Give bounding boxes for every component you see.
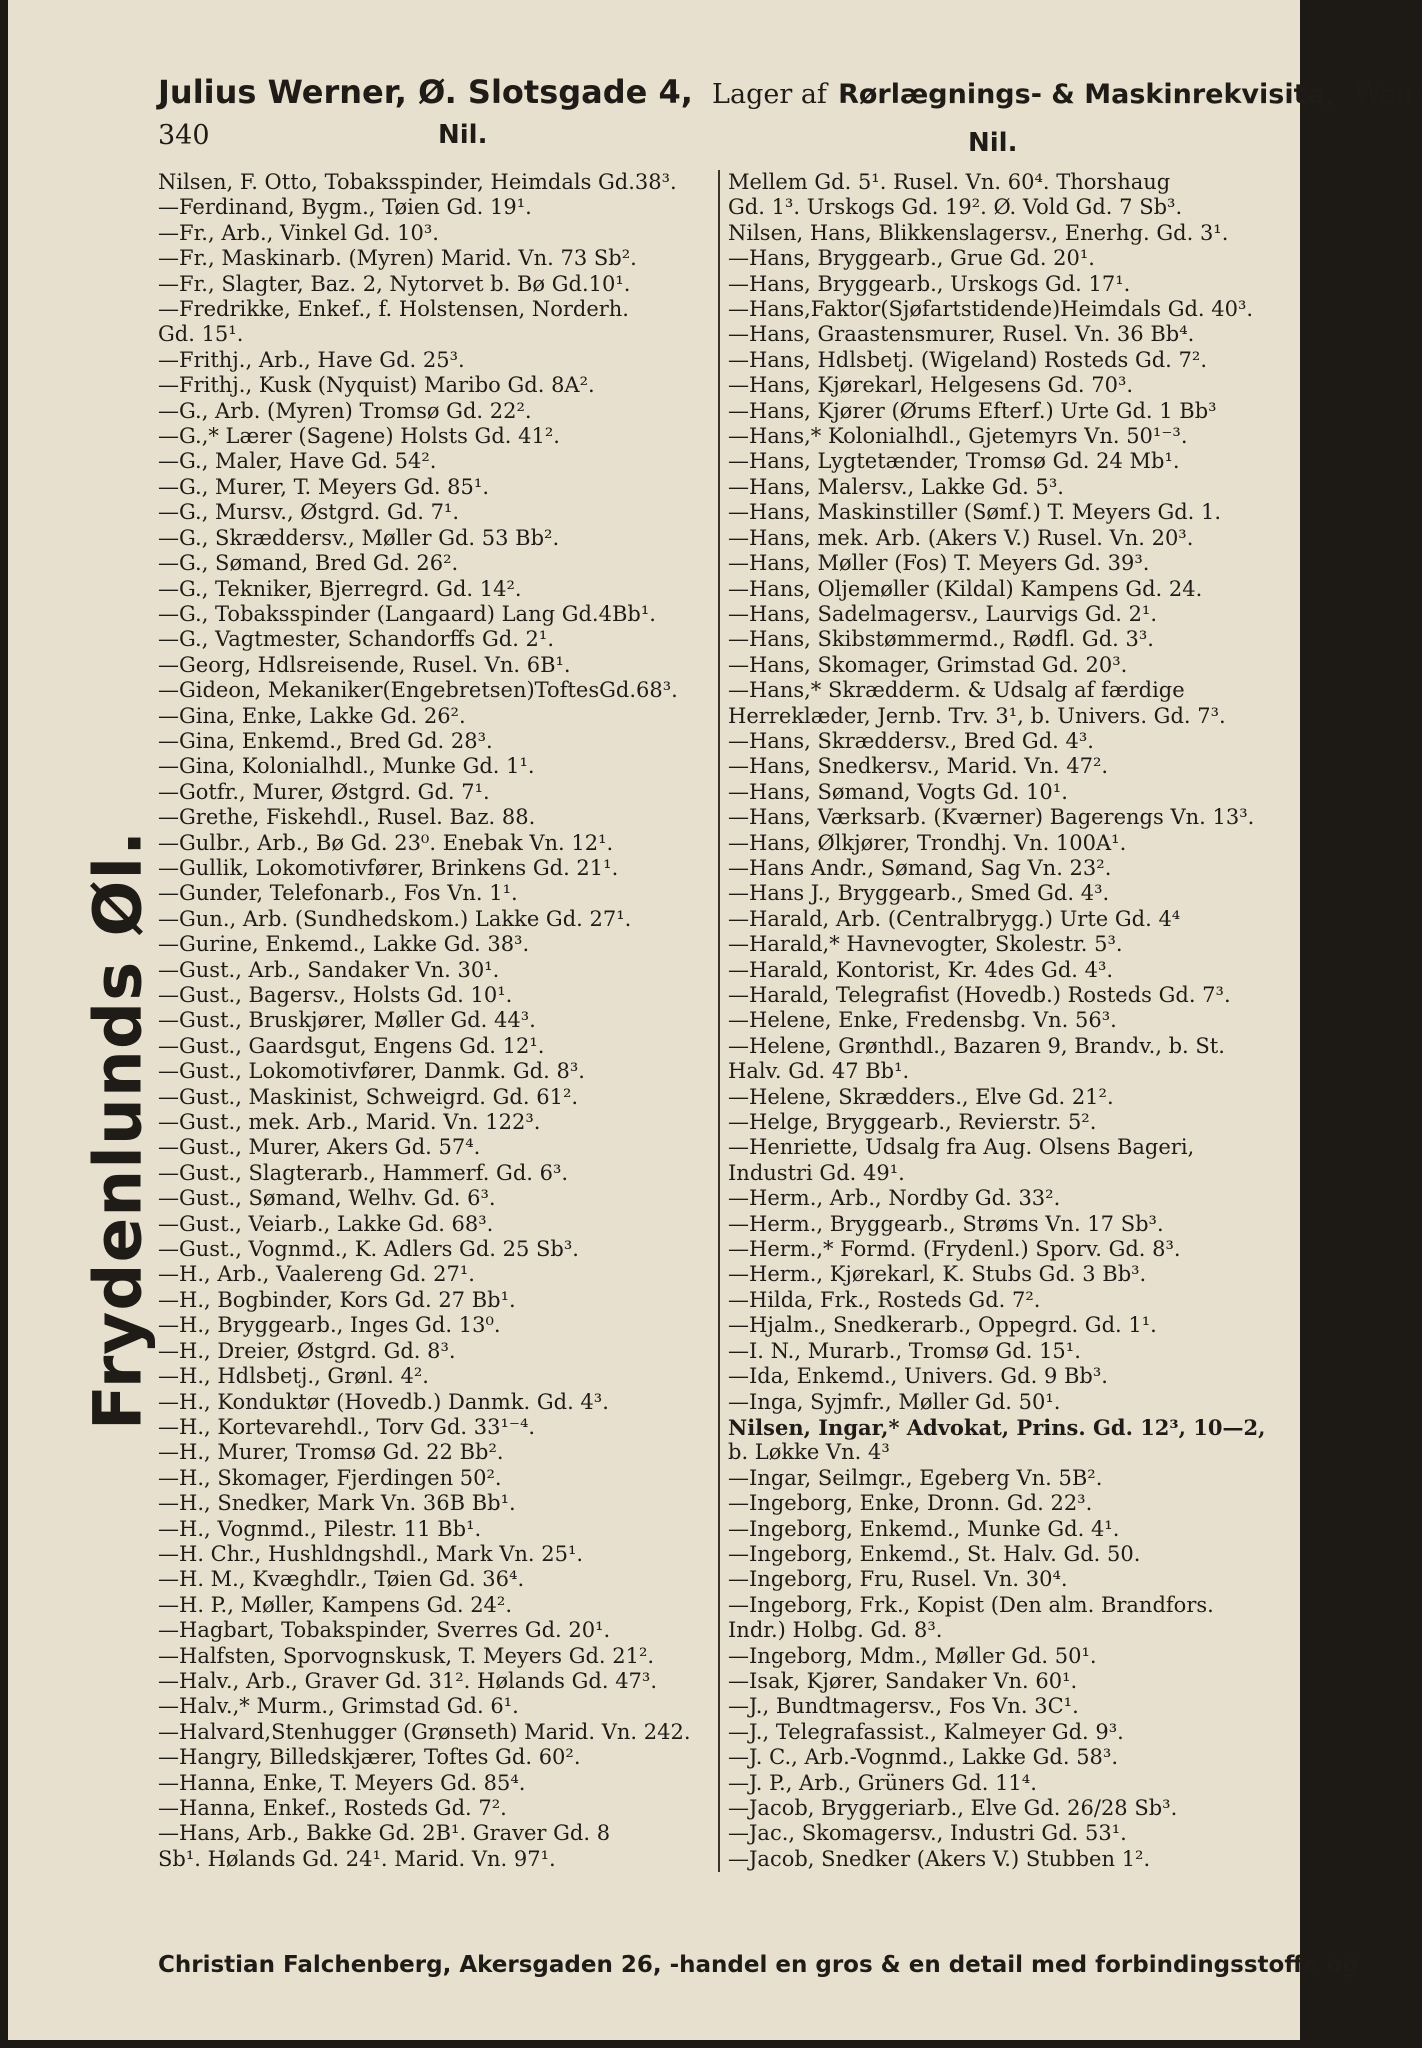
directory-entry: —Hans,Faktor(Sjøfartstidende)Heimdals Gd. 40³. [728,297,1254,322]
directory-entry: —Fr., Maskinarb. (Myren) Marid. Vn. 73 Sb². [158,246,637,271]
directory-entry: —Gust., Bagersv., Holsts Gd. 10¹. [158,983,513,1007]
directory-entry: —Ingeborg, Enke, Dronn. Gd. 22³. [728,1491,1093,1516]
directory-entry: —Halfsten, Sporvognskusk, T. Meyers Gd. 21². [158,1643,655,1668]
directory-entry: —Hans, Malersv., Lakke Gd. 5³. [728,474,1064,499]
top-advertisement [158,72,1422,115]
left-column-heading: Nil. [438,120,488,150]
directory-entry: —Hans, Skræddersv., Bred Gd. 4³. [728,728,1094,753]
directory-entry: —H., Skomager, Fjerdingen 50². [158,1465,502,1490]
directory-entry: —Gust., Lokomotivfører, Danmk. Gd. 8³. [158,1059,585,1084]
directory-entry: —Hans, Hdlsbetj. (Wigeland) Rosteds Gd. 7². [728,347,1207,372]
directory-entry: —Herm., Bryggearb., Strøms Vn. 17 Sb³. [728,1211,1164,1236]
directory-entry: —G., Arb. (Myren) Tromsø Gd. 22². [158,398,532,423]
directory-entry: —Hans, Sømand, Vogts Gd. 10¹. [728,779,1068,804]
directory-entry: —Hans, Skibstømmermd., Rødfl. Gd. 3³. [728,627,1154,652]
directory-entry: —H., Dreier, Østgrd. Gd. 8³. [158,1338,456,1363]
directory-entry: —G., Tekniker, Bjerregrd. Gd. 14². [158,576,522,601]
directory-entry: —Henriette, Udsalg fra Aug. Olsens Bageri, [728,1135,1195,1160]
directory-entry: —Georg, Hdlsreisende, Rusel. Vn. 6B¹. [158,652,571,677]
directory-entry: —Hans, Møller (Fos) T. Meyers Gd. 39³. [728,551,1150,576]
directory-entry: Gd. 15¹. [158,322,244,347]
directory-entry: b. Løkke Vn. 4³ [728,1440,890,1465]
left-column [158,170,718,1872]
directory-entry: —Gust., Maskinist, Schweigrd. Gd. 61². [158,1084,579,1109]
directory-entry: —Hans, Kjørekarl, Helgesens Gd. 70³. [728,373,1134,398]
directory-entry: —Harald, Arb. (Centralbrygg.) Urte Gd. 4⁴ [728,906,1181,931]
directory-entry: —Halvard,Stenhugger (Grønseth) Marid. Vn. 242. [158,1719,691,1744]
directory-entry: —G., Mursv., Østgrd. Gd. 7¹. [158,500,460,525]
directory-entry: Halv. Gd. 47 Bb¹. [728,1059,910,1084]
advertisement-continuation: Wen- [1354,79,1422,110]
directory-entry: —Fr., Arb., Vinkel Gd. 10³. [158,220,439,245]
directory-entry: —I. N., Murarb., Tromsø Gd. 15¹. [728,1338,1081,1363]
directory-entry: —Hans, Værksarb. (Kværner) Bagerengs Vn. 13³. [728,805,1255,830]
directory-entry: —Hans J., Bryggearb., Smed Gd. 4³. [728,881,1110,906]
directory-entry: —Hans, Graastensmurer, Rusel. Vn. 36 Bb⁴. [728,322,1195,347]
directory-entry: —Ingeborg, Fru, Rusel. Vn. 30⁴. [728,1567,1068,1592]
directory-entry: —Gust., Vognmd., K. Adlers Gd. 25 Sb³. [158,1237,579,1262]
directory-entry: —Gust., Murer, Akers Gd. 57⁴. [158,1135,481,1160]
directory-entry: —Harald, Telegrafist (Hovedb.) Rosteds Gd. 7³. [728,983,1231,1007]
directory-entry: Indr.) Holbg. Gd. 8³. [728,1618,943,1643]
directory-entry: —Hans, Maskinstiller (Sømf.) T. Meyers Gd. 1. [728,500,1222,525]
directory-entry: Nilsen, Ingar,* Advokat, Prins. Gd. 12³, 10—2, [728,1414,1266,1440]
directory-entry: Nilsen, F. Otto, Tobaksspinder, Heimdals Gd.38³. [158,170,677,194]
directory-entry: —Hans, Lygtetænder, Tromsø Gd. 24 Mb¹. [728,449,1180,474]
directory-entry: Mellem Gd. 5¹. Rusel. Vn. 60⁴. Thorshaug [728,170,1171,194]
directory-entry: —Fredrikke, Enkef., f. Holstensen, Norderh. [158,297,629,322]
directory-entry: —Frithj., Kusk (Nyquist) Maribo Gd. 8A². [158,373,595,398]
directory-entry: —Gun., Arb. (Sundhedskom.) Lakke Gd. 27¹. [158,906,632,931]
directory-entry: —Hilda, Frk., Rosteds Gd. 7². [728,1287,1041,1312]
directory-entry: —Hans, Kjører (Ørums Efterf.) Urte Gd. 1 Bb³ [728,398,1217,423]
directory-entry: —Ingar, Seilmgr., Egeberg Vn. 5B². [728,1465,1103,1490]
directory-entry: —Hans, Skomager, Grimstad Gd. 20³. [728,652,1128,677]
directory-entry: —Helene, Enke, Fredensbg. Vn. 56³. [728,1008,1117,1033]
side-advertisement-text: Frydenlunds Øl. [79,829,157,1431]
directory-entry: —Hans, Oljemøller (Kildal) Kampens Gd. 24. [728,576,1203,601]
directory-entry: —Hans,* Kolonialhdl., Gjetemyrs Vn. 50¹⁻³. [728,424,1188,449]
advertisement-text: Lager af [712,79,827,110]
directory-entry: —Inga, Syjmfr., Møller Gd. 50¹. [728,1389,1061,1414]
directory-entry: —Gust., Sømand, Welhv. Gd. 6³. [158,1186,496,1211]
directory-entry: —H., Vognmd., Pilestr. 11 Bb¹. [158,1516,482,1541]
directory-entry: —Gotfr., Murer, Østgrd. Gd. 7¹. [158,779,490,804]
directory-entry: —Isak, Kjører, Sandaker Vn. 60¹. [728,1668,1078,1693]
directory-entry: —Gust., mek. Arb., Marid. Vn. 122³. [158,1110,541,1135]
directory-entry: —Ingeborg, Enkemd., St. Halv. Gd. 50. [728,1541,1141,1566]
directory-entry: —Gina, Enkemd., Bred Gd. 28³. [158,728,493,753]
directory-entry: Herreklæder, Jernb. Trv. 3¹, b. Univers. Gd. 7³. [728,703,1226,728]
directory-entry: —Halv.,* Murm., Grimstad Gd. 6¹. [158,1694,519,1719]
directory-entry: —Hangry, Billedskjærer, Toftes Gd. 60². [158,1745,581,1770]
page-number: 340 [158,120,210,151]
advertiser-name: Julius Werner, Ø. Slotsgade 4, [158,73,693,111]
directory-entry: —H., Konduktør (Hovedb.) Danmk. Gd. 4³. [158,1389,609,1414]
directory-entry: —Hans, Bryggearb., Urskogs Gd. 17¹. [728,271,1131,296]
directory-entry: —Gurine, Enkemd., Lakke Gd. 38³. [158,932,530,957]
directory-entry: —G., Maler, Have Gd. 54². [158,449,437,474]
directory-entry: —Ferdinand, Bygm., Tøien Gd. 19¹. [158,195,532,220]
directory-entry: —Hans, Sadelmagersv., Laurvigs Gd. 2¹. [728,601,1158,626]
directory-entry: —J., Bundtmagersv., Fos Vn. 3C¹. [728,1694,1079,1719]
directory-entry: —Harald,* Havnevogter, Skolestr. 5³. [728,932,1123,957]
directory-entry: —H. Chr., Hushldngshdl., Mark Vn. 25¹. [158,1541,584,1566]
directory-entry: —Herm.,* Formd. (Frydenl.) Sporv. Gd. 8³. [728,1237,1181,1262]
bottom-advertisement: Christian Falchenberg, Akersgaden 26, -handel en gros & en detail med forbindingsstoffe og [158,1952,1359,1978]
directory-entry: —Halv., Arb., Graver Gd. 31². Hølands Gd. 47³. [158,1668,658,1693]
directory-entry: —G., Sømand, Bred Gd. 26². [158,551,459,576]
directory-entry: —Gust., Gaardsgut, Engens Gd. 12¹. [158,1033,545,1058]
directory-entry: —J., Telegrafassist., Kalmeyer Gd. 9³. [728,1719,1124,1744]
directory-entry: —H., Kortevarehdl., Torv Gd. 33¹⁻⁴. [158,1414,536,1439]
directory-entry: —H. P., Møller, Kampens Gd. 24². [158,1592,513,1617]
directory-entry: —H., Arb., Vaalereng Gd. 27¹. [158,1262,475,1287]
directory-entry: —G., Skræddersv., Møller Gd. 53 Bb². [158,525,560,550]
advertisement-products: Rørlægnings- & Maskinrekvisita, [838,79,1335,110]
directory-entry: —Gideon, Mekaniker(Engebretsen)ToftesGd.68³. [158,678,678,703]
directory-entry: —Herm., Arb., Nordby Gd. 33². [728,1186,1061,1211]
directory-entry: —H., Murer, Tromsø Gd. 22 Bb². [158,1440,504,1465]
directory-entry: —Frithj., Arb., Have Gd. 25³. [158,347,465,372]
directory-entry: —Jacob, Bryggeriarb., Elve Gd. 26/28 Sb³. [728,1796,1178,1820]
right-column-heading: Nil. [968,128,1018,158]
directory-entry: Industri Gd. 49¹. [728,1160,905,1185]
directory-entry: —G., Tobaksspinder (Langaard) Lang Gd.4Bb¹. [158,601,656,626]
directory-entry: —H. M., Kvæghdlr., Tøien Gd. 36⁴. [158,1567,525,1592]
directory-entry: —Ingeborg, Enkemd., Munke Gd. 4¹. [728,1516,1120,1541]
directory-entry: —Fr., Slagter, Baz. 2, Nytorvet b. Bø Gd.10¹. [158,271,631,296]
directory-entry: —Hans, mek. Arb. (Akers V.) Rusel. Vn. 20³. [728,525,1194,550]
directory-entry: —Gust., Slagterarb., Hammerf. Gd. 6³. [158,1160,569,1185]
directory-entry: —Hans, Arb., Bakke Gd. 2B¹. Graver Gd. 8 [158,1821,611,1846]
directory-entry: —Hjalm., Snedkerarb., Oppegrd. Gd. 1¹. [728,1313,1157,1338]
directory-entry: Gd. 1³. Urskogs Gd. 19². Ø. Vold Gd. 7 Sb³. [728,195,1183,220]
directory-entry: —J. C., Arb.-Vognmd., Lakke Gd. 58³. [728,1745,1119,1770]
directory-entry: —Gina, Enke, Lakke Gd. 26². [158,703,466,728]
directory-entry: —Gunder, Telefonarb., Fos Vn. 1¹. [158,881,518,906]
directory-entry: —Helge, Bryggearb., Revierstr. 5². [728,1110,1097,1135]
directory-entry: —Gust., Veiarb., Lakke Gd. 68³. [158,1211,494,1236]
directory-entry: —H., Hdlsbetj., Grønl. 4². [158,1364,429,1389]
directory-entry: —Harald, Kontorist, Kr. 4des Gd. 4³. [728,957,1114,982]
directory-entry: —H., Bryggearb., Inges Gd. 13⁰. [158,1313,501,1338]
directory-entry: —Hans, Snedkersv., Marid. Vn. 47². [728,754,1109,779]
directory-entry: —Jac., Skomagersv., Industri Gd. 53¹. [728,1821,1127,1846]
directory-entry: —Gulbr., Arb., Bø Gd. 23⁰. Enebak Vn. 12¹. [158,830,614,855]
directory-entry: —Ingeborg, Frk., Kopist (Den alm. Brandfors. [728,1592,1214,1617]
directory-entry: —Gina, Kolonialhdl., Munke Gd. 1¹. [158,754,535,779]
directory-entry: Sb¹. Hølands Gd. 24¹. Marid. Vn. 97¹. [158,1846,556,1871]
directory-entry: —Hanna, Enkef., Rosteds Gd. 7². [158,1796,507,1820]
directory-entry: —Gust., Arb., Sandaker Vn. 30¹. [158,957,500,982]
directory-entry: —Hagbart, Tobakspinder, Sverres Gd. 20¹. [158,1618,611,1643]
directory-entry: —H., Snedker, Mark Vn. 36B Bb¹. [158,1491,516,1516]
directory-entry: —Hans,* Skrædderm. & Udsalg af færdige [728,678,1185,703]
directory-entry: —G., Vagtmester, Schandorffs Gd. 2¹. [158,627,554,652]
directory-entry: —Helene, Skrædders., Elve Gd. 21². [728,1084,1114,1109]
directory-entry: —J. P., Arb., Grüners Gd. 11⁴. [728,1770,1037,1795]
directory-entry: —G.,* Lærer (Sagene) Holsts Gd. 41². [158,424,560,449]
directory-entry: —Helene, Grønthdl., Bazaren 9, Brandv., b. St. [728,1033,1225,1058]
directory-entry: —Grethe, Fiskehdl., Rusel. Baz. 88. [158,805,536,830]
directory-entry: —Ingeborg, Mdm., Møller Gd. 50¹. [728,1643,1097,1668]
directory-entry: —Hanna, Enke, T. Meyers Gd. 85⁴. [158,1770,526,1795]
directory-page [8,0,1422,2040]
directory-entry: —Gullik, Lokomotivfører, Brinkens Gd. 21¹. [158,855,619,880]
directory-entry: —H., Bogbinder, Kors Gd. 27 Bb¹. [158,1287,516,1312]
directory-entry: —Hans Andr., Sømand, Sag Vn. 23². [728,855,1112,880]
directory-entry: —Hans, Ølkjører, Trondhj. Vn. 100A¹. [728,830,1127,855]
directory-entry: Nilsen, Hans, Blikkenslagersv., Enerhg. Gd. 3¹. [728,220,1229,245]
directory-entry: —Hans, Bryggearb., Grue Gd. 20¹. [728,246,1095,271]
directory-entry: —Jacob, Snedker (Akers V.) Stubben 1². [728,1846,1151,1871]
directory-entry: —Gust., Bruskjører, Møller Gd. 44³. [158,1008,536,1033]
right-column [718,170,1294,1872]
directory-entry: —Ida, Enkemd., Univers. Gd. 9 Bb³. [728,1364,1108,1389]
directory-entry: —G., Murer, T. Meyers Gd. 85¹. [158,474,489,499]
directory-entry: —Herm., Kjørekarl, K. Stubs Gd. 3 Bb³. [728,1262,1147,1287]
